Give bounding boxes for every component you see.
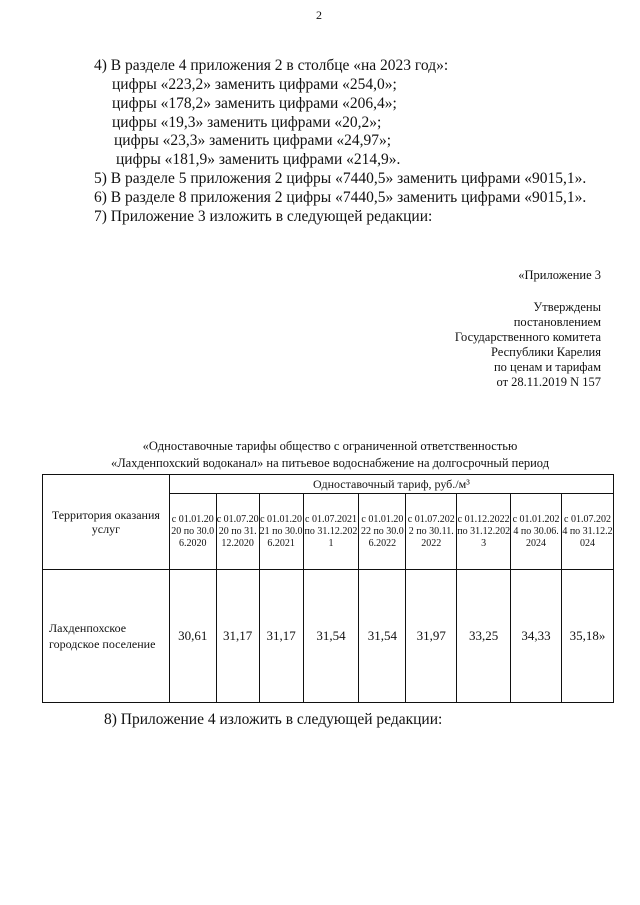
period-header: с 01.07.2020 по 31.12.2020 [216, 494, 259, 570]
approval-line-5: по ценам и тарифам [493, 360, 601, 374]
page-number: 2 [316, 8, 322, 22]
period-header: с 01.07.2022 по 30.11.2022 [406, 494, 457, 570]
period-header: с 01.01.2020 по 30.06.2020 [169, 494, 216, 570]
amendment-4-line-3: цифры «19,3» заменить цифрами «20,2»; [112, 114, 382, 131]
amendment-5: 5) В разделе 5 приложения 2 цифры «7440,5» заменить цифрами «9015,1». [94, 170, 587, 187]
tariff-value: 31,54 [303, 570, 359, 703]
tariff-value: 31,97 [406, 570, 457, 703]
tariff-value: 33,25 [457, 570, 511, 703]
approval-line-1: Утверждены [533, 300, 601, 314]
tariff-group-header: Одноставочный тариф, руб./м³ [169, 475, 613, 494]
approval-line-4: Республики Карелия [490, 345, 601, 359]
amendment-4-line-5: цифры «181,9» заменить цифрами «214,9». [116, 151, 401, 168]
approval-line-2: постановлением [513, 315, 601, 329]
amendment-7: 7) Приложение 3 изложить в следующей редакции: [94, 208, 433, 225]
table-row [43, 570, 614, 703]
tariff-value: 31,54 [359, 570, 406, 703]
amendment-4-line-4: цифры «23,3» заменить цифрами «24,97»; [114, 132, 392, 149]
period-header: с 01.07.2021 по 31.12.2021 [303, 494, 359, 570]
table-title-line-2: «Лахденпохский водоканал» на питьевое водоснабжение на долгосрочный период [110, 456, 550, 470]
amendment-6: 6) В разделе 8 приложения 2 цифры «7440,5» заменить цифрами «9015,1». [94, 189, 587, 206]
period-header: с 01.01.2021 по 30.06.2021 [259, 494, 303, 570]
tariff-value: 35,18» [561, 570, 613, 703]
table-title-line-1: «Одноставочные тарифы общество с ограниченной ответственностью [142, 439, 518, 453]
period-header: с 01.01.2022 по 30.06.2022 [359, 494, 406, 570]
tariff-value: 30,61 [169, 570, 216, 703]
tariff-value: 31,17 [259, 570, 303, 703]
amendment-8: 8) Приложение 4 изложить в следующей редакции: [104, 711, 443, 728]
territory-header: Территория оказания услуг [43, 475, 170, 570]
amendment-4: 4) В разделе 4 приложения 2 в столбце «на 2023 год»: [94, 57, 449, 74]
amendment-4-line-1: цифры «223,2» заменить цифрами «254,0»; [112, 76, 397, 93]
appendix-label: «Приложение 3 [518, 268, 601, 282]
period-header: с 01.07.2024 по 31.12.2024 [561, 494, 613, 570]
territory-name: Лахденпохское городское поселение [43, 570, 170, 703]
approval-line-6: от 28.11.2019 N 157 [496, 375, 601, 389]
tariff-value: 34,33 [511, 570, 562, 703]
tariffs-table [42, 474, 614, 703]
period-header: с 01.01.2024 по 30.06.2024 [511, 494, 562, 570]
amendment-4-line-2: цифры «178,2» заменить цифрами «206,4»; [112, 95, 397, 112]
period-header: с 01.12.2022 по 31.12.2023 [457, 494, 511, 570]
tariff-value: 31,17 [216, 570, 259, 703]
approval-line-3: Государственного комитета [454, 330, 601, 344]
